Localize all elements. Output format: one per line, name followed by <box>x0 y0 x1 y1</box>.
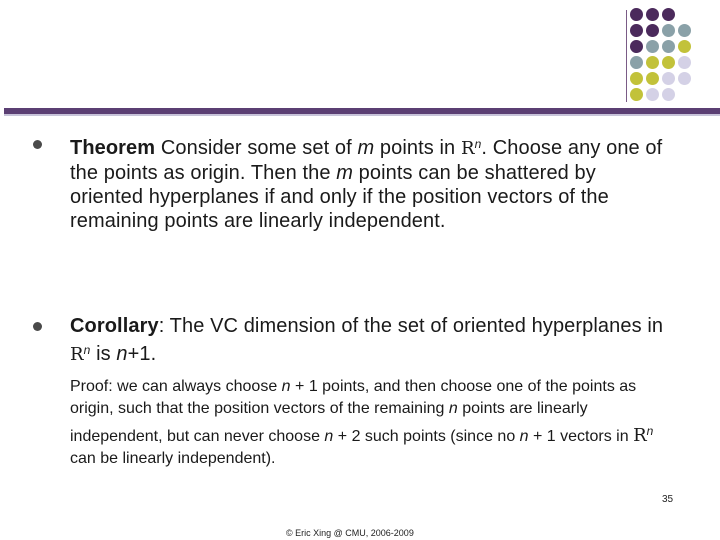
decorative-dot <box>630 88 643 101</box>
proof-text: + 2 such points (since no <box>333 428 520 445</box>
var-n: n <box>324 428 334 445</box>
decorative-dot <box>678 56 691 69</box>
decorative-dot <box>662 72 675 85</box>
decorative-dot <box>630 8 643 21</box>
decorative-dot <box>630 56 643 69</box>
decorative-dot <box>662 56 675 69</box>
footer-copyright: © Eric Xing @ CMU, 2006-2009 <box>286 528 414 538</box>
corollary-label: Corollary <box>70 315 159 337</box>
decorative-dot <box>646 88 659 101</box>
var-m: m <box>357 137 375 159</box>
corollary-text: : The VC dimension of the set of oriented hyperplanes in <box>158 315 664 337</box>
decorative-dot <box>662 24 675 37</box>
decorative-dot <box>662 8 675 21</box>
decorative-dot-grid <box>630 8 720 108</box>
decorative-dot <box>646 40 659 53</box>
exponent-n: n <box>646 424 654 438</box>
exponent-n: n <box>474 137 482 151</box>
bullet-icon <box>33 322 42 331</box>
theorem-label: Theorem <box>70 137 156 159</box>
theorem-text: Consider some set of <box>155 137 358 159</box>
decorative-dot <box>630 24 643 37</box>
decorative-dot <box>662 88 675 101</box>
proof-text: + 1 points, and then choose one of the points as origin, such that the position vectors of the remaining <box>70 378 637 417</box>
exponent-n: n <box>83 343 91 357</box>
theorem-paragraph <box>70 132 670 233</box>
var-n: n <box>519 428 529 445</box>
theorem-text: points can be shattered by oriented hyperplanes if and only if the position vectors of the remaining points are linearly independent. <box>70 162 609 232</box>
decorative-dot <box>678 24 691 37</box>
decorative-dot <box>630 40 643 53</box>
real-space-symbol: R <box>633 425 647 446</box>
theorem-text: points in <box>374 137 461 159</box>
slide-number: 35 <box>662 494 674 505</box>
decorative-dot <box>646 56 659 69</box>
var-n: n <box>448 400 458 417</box>
decorative-dot <box>662 40 675 53</box>
bullet-icon <box>33 140 42 149</box>
proof-text: points are linearly independent, but can never choose <box>70 400 588 445</box>
decorative-dot <box>678 72 691 85</box>
corollary-text: is <box>90 343 117 365</box>
var-m: m <box>336 162 354 184</box>
proof-paragraph <box>70 376 680 470</box>
decorative-dot <box>646 72 659 85</box>
real-space-symbol: R <box>460 138 475 159</box>
corollary-text: +1. <box>127 343 157 365</box>
var-n: n <box>281 378 291 395</box>
proof-text: Proof: we can always choose <box>70 378 282 395</box>
decorative-dot <box>646 24 659 37</box>
proof-text: + 1 vectors in <box>528 428 634 445</box>
decorative-dot <box>646 8 659 21</box>
real-space-symbol: R <box>70 344 84 365</box>
decorative-dot <box>630 72 643 85</box>
proof-text: can be linearly independent). <box>70 450 276 467</box>
decorative-dot <box>678 40 691 53</box>
header-rule-accent <box>4 114 720 116</box>
decorative-vertical-line <box>626 10 627 102</box>
var-n: n <box>116 343 128 365</box>
theorem-text: . Choose any one of the points as origin. Then the <box>70 137 663 184</box>
corollary-paragraph <box>70 314 670 367</box>
